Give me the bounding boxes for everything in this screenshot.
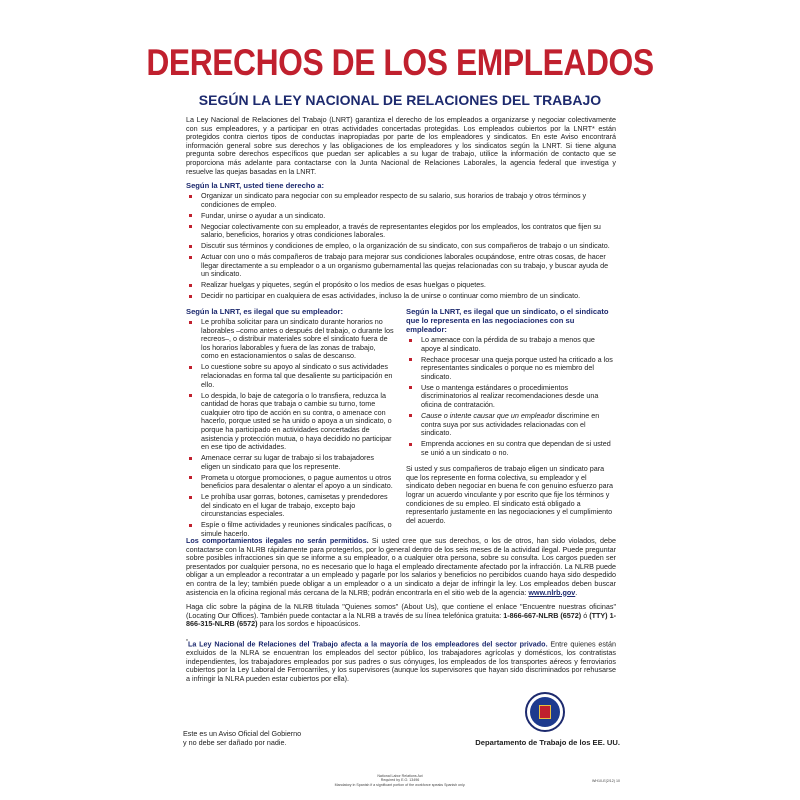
notice-line-1: Este es un Aviso Oficial del Gobierno [183,729,302,738]
rights-heading: Según la LNRT, usted tiene derecho a: [186,181,324,190]
list-item: Discutir sus términos y condiciones de empleo, o la organización de su sindicato, con sus compañeros de trabajo o un sindicato. [186,242,616,251]
coverage-lead: La Ley Nacional de Relaciones del Trabajo afecta a la mayoría de los empleadores del sector privado. [187,639,548,649]
footer-line-3: Mandatory in Spanish if a significant portion of the workforce speaks Spanish only. [334,782,466,787]
list-item: Realizar huelgas y piquetes, según el propósito o los medios de esas huelgas o piquetes. [186,281,616,290]
footer-legal [300,774,500,787]
footnote-star: * [186,639,188,645]
list-item: Prometa u otorgue promociones, o pague aumentos u otros beneficios para desalentar o alentar el apoyo a un sindicato. [186,474,394,491]
list-item: Fundar, unirse o ayudar a un sindicato. [186,212,616,221]
list-item: Le prohíba usar gorras, botones, camisetas y prendedores del sindicato en el lugar de trabajo, excepto bajo circunstancias especiales. [186,493,394,519]
employer-list [186,318,394,539]
list-item: Lo cuestione sobre su apoyo al sindicato o sus actividades relacionadas en forma tal que desaliente su participación en ello. [186,363,394,389]
footer-line-1: National Labor Relations Act [377,774,423,778]
phone-number: 1-866-667-NLRB (6572) [503,610,582,620]
illegal-end: . [575,587,578,597]
tty-number: (TTY) 1-866-315-NLRB (6572) [186,610,616,629]
list-item: Decidir no participar en cualquiera de esas actividades, incluso la de unirse o continuar como miembro de un sindicato. [186,292,616,301]
contact-text-2: ó [581,610,590,620]
contact-paragraph [186,603,616,629]
union-list [406,336,616,457]
list-item: Le prohíba solicitar para un sindicato durante horarios no laborables –como antes o después del trabajo, o durante los recreos–, o distribuir materiales sobre el sindicato fuera de los horarios laborables y fuera de las zonas de trabajo, como en estacionamientos o salas de descanso. [186,318,394,361]
union-paragraph: Si usted y sus compañeros de trabajo eligen un sindicato para que los represente en forma colectiva, su empleador y el sindicato deben negociar en buena fe con genuino esfuerzo para lograr un acuerdo vinculante y por escrito que fije los términos y condiciones de su empleo. El sindicato está obligado a representarlo justamente en las negociaciones y el cumplimiento del acuerdo. [406,464,613,525]
intro-paragraph: La Ley Nacional de Relaciones del Trabajo (LNRT) garantiza el derecho de los empleados a organizarse y negociar colectivamente con sus empleadores, y a participar en otras actividades concertadas protegidas. Los empleados cubiertos por la LNRT* están protegidos contra ciertos tipos de conductas inapropiadas por parte de los empleadores y sindicatos. En este Aviso encontrará información general sobre sus derechos y las obligaciones de los empleadores y los sindicatos según la LNRT. Si tiene alguna pregunta sobre derechos específicos que puedan ser aplicables a su lugar de trabajo, utilice la información de contacto que se proporciona más adelante para contactarse con la Junta Nacional de Relaciones Laborales, la agencia federal que investiga y resuelve las quejas basadas en la LNRT. [186,115,616,176]
illegal-paragraph [186,537,616,597]
coverage-text: Entre quienes están excluidos de la NLRA se encuentran los empleados del sector público, los trabajadores agrícolas y domésticos, los contratistas independientes, los trabajadores empleados por sus padres o sus cónyuges, los empleados de los transportes aéreos y ferroviarios cubiertos por la Ley Laboral de Ferrocarriles, y los supervisores (aunque los supervisores que hayan sido discriminados por rehusarse a infringir la NLRA pueden estar cubiertos por ella). [186,639,616,683]
list-item: Organizar un sindicato para negociar con su empleador respecto de su salario, sus horarios de trabajo y otros términos y condiciones de empleo. [186,192,616,209]
eagle-shield-icon [539,705,551,719]
list-item: Use o mantenga estándares o procedimientos discriminatorios al realizar recomendaciones desde una oficina de contratación. [406,384,616,410]
footer-line-2: Required by E.O. 13496 [380,778,420,783]
list-item: Emprenda acciones en su contra que dependan de si usted se unió a un sindicato o no. [406,440,616,457]
contact-text-3: para los sordos e hipoacúsicos. [257,619,361,629]
form-code: WH10-E(2/12) 10 [592,779,620,783]
illegal-lead: Los comportamientos ilegales no serán permitidos. [186,536,369,545]
union-section [406,307,616,525]
rights-section [186,181,616,303]
illegal-text: Si usted cree que sus derechos, o los de otros, han sido violados, debe contactarse con la NLRB rápidamente para protegerlos, por lo general dentro de los seis meses de la actividad ilegal. Puede preguntar sobre posibles infracciones sin que se informe a su empleador, o a cualquier otra persona, sobre su consulta. Los cargos pueden ser presentados por cualquier persona, no es necesario que lo haga el empleado directamente afectado por la infracción. La NLRB puede obligar a un empleador a recontratar a un empleado y pagarle por los salarios y beneficios no percibidos cuando haya sido despedido en contra de la ley; también puede obligar a un empleador o a un sindicato a dejar de infringir la ley. Los empleados deben buscar asistencia en la oficina regional más cercana de la NLRB; podrán encontrarla en el sitio web de la agencia: [186,536,617,597]
list-item: Lo amenace con la pérdida de su trabajo a menos que apoye al sindicato. [406,336,616,353]
list-item: Negociar colectivamente con su empleador, a través de representantes elegidos por los empleados, los contratos que fijen su salario, beneficios, horarios y otras condiciones laborales. [186,223,616,240]
italic-phrase: Cause o intente causar que un empleador [421,410,555,420]
list-item: Amenace cerrar su lugar de trabajo si los trabajadores eligen un sindicato para que los represente. [186,454,394,471]
official-notice [183,730,301,747]
coverage-paragraph [186,638,616,683]
list-item: Lo despida, lo baje de categoría o lo transfiera, reduzca la cantidad de horas que trabaja o cambie su turno, tome cualquier otro tipo de acción en su contra, o amenace con hacerlo, porque usted se ha unido o apoya a un sindicato, o porque ha participado en actividades concertadas de asistencia y protección mutua, o haya decidido no participar en ese tipo de actividades. [186,392,394,452]
nlrb-link[interactable]: www.nlrb.gov [528,587,576,597]
poster-subtitle: SEGÚN LA LEY NACIONAL DE RELACIONES DEL TRABAJO [198,92,602,108]
employer-heading: Según la LNRT, es ilegal que su empleador: [186,307,343,316]
poster-title: DERECHOS DE LOS EMPLEADOS [146,42,654,83]
list-item: Cause o intente causar que un empleador discrimine en contra suya por sus actividades relacionadas con el sindicato. [406,412,616,438]
list-item: Espíe o filme actividades y reuniones sindicales pacíficas, o simule hacerlo. [186,521,394,538]
union-heading: Según la LNRT, es ilegal que un sindicato, o el sindicato que lo representa en las negociaciones con su empleador: [406,307,609,334]
rights-list [186,192,616,301]
department-name: Departamento de Trabajo de los EE. UU. [475,738,620,747]
employer-section [186,307,394,541]
list-item: Actuar con uno o más compañeros de trabajo para mejorar sus condiciones laborales ocupándose, entre otras cosas, de hacer llegar directamente a su empleador o a un organismo gubernamental las quejas relacionadas con su trabajo, y buscar ayuda de un sindicato. [186,253,616,279]
notice-line-2: y no debe ser dañado por nadie. [183,737,287,747]
list-item: Rechace procesar una queja porque usted ha criticado a los representantes sindicales o porque no es miembro del sindicato. [406,356,616,382]
department-of-labor-seal [525,692,565,732]
contact-text: Haga clic sobre la página de la NLRB titulada "Quienes somos" (About Us), que contiene el enlace "Encuentre nuestras oficinas" (Locating Our Offices). También puede contactar a la NLRB a través de su línea telefónica gratuita: [186,602,616,620]
